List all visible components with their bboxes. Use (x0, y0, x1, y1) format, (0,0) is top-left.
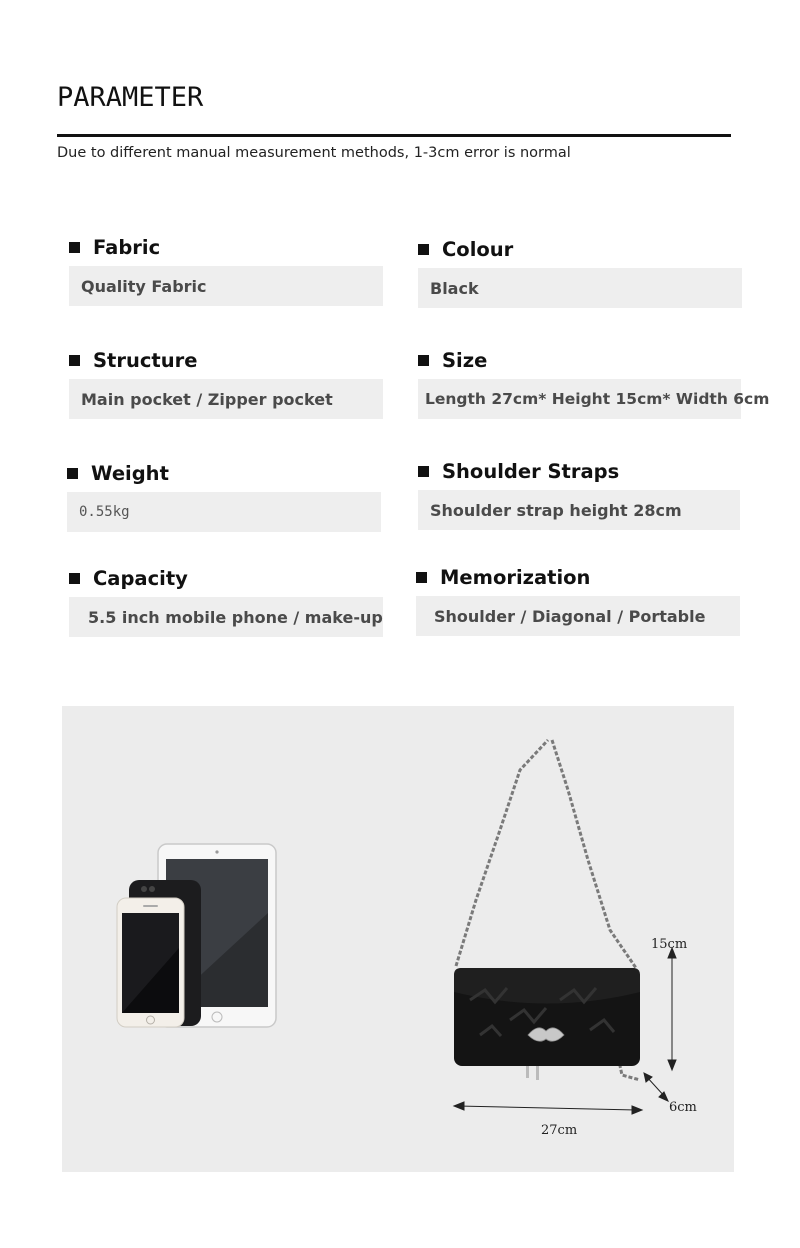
bag-body (454, 968, 640, 1080)
bullet-square-icon (418, 466, 429, 477)
param-label: Fabric (93, 235, 161, 259)
devices-illustration (116, 843, 278, 1029)
param-value: Main pocket / Zipper pocket (69, 379, 383, 419)
length-dimension-label: 27cm (541, 1123, 578, 1138)
height-dimension-label: 15cm (651, 937, 688, 952)
param-value: Length 27cm* Height 15cm* Width 6cm (418, 379, 741, 419)
param-label: Capacity (93, 566, 188, 590)
param-label: Weight (91, 461, 169, 485)
param-value: Quality Fabric (69, 266, 383, 306)
param-label: Colour (442, 237, 514, 261)
length-arrow (454, 1102, 642, 1114)
bullet-square-icon (416, 572, 427, 583)
bullet-square-icon (69, 355, 80, 366)
param-label: Shoulder Straps (442, 459, 620, 483)
bullet-square-icon (69, 242, 80, 253)
white-phone-icon (117, 898, 184, 1027)
height-arrow (668, 948, 676, 1070)
bullet-square-icon (69, 573, 80, 584)
bullet-square-icon (418, 244, 429, 255)
param-label: Size (442, 348, 488, 372)
param-label: Structure (93, 348, 198, 372)
param-value: 0.55kg (67, 492, 381, 532)
bullet-square-icon (67, 468, 78, 479)
title-divider (57, 134, 731, 137)
param-value: Shoulder / Diagonal / Portable (416, 596, 740, 636)
param-label: Memorization (440, 565, 591, 589)
width-arrow (644, 1073, 668, 1101)
param-value: Black (418, 268, 742, 308)
param-value: Shoulder strap height 28cm (418, 490, 740, 530)
measurement-note: Due to different manual measurement methods, 1-3cm error is normal (57, 145, 571, 161)
page-title: PARAMETER (57, 82, 204, 113)
bullet-square-icon (418, 355, 429, 366)
param-value: 5.5 inch mobile phone / make-up (69, 597, 383, 637)
width-dimension-label: 6cm (669, 1100, 697, 1115)
